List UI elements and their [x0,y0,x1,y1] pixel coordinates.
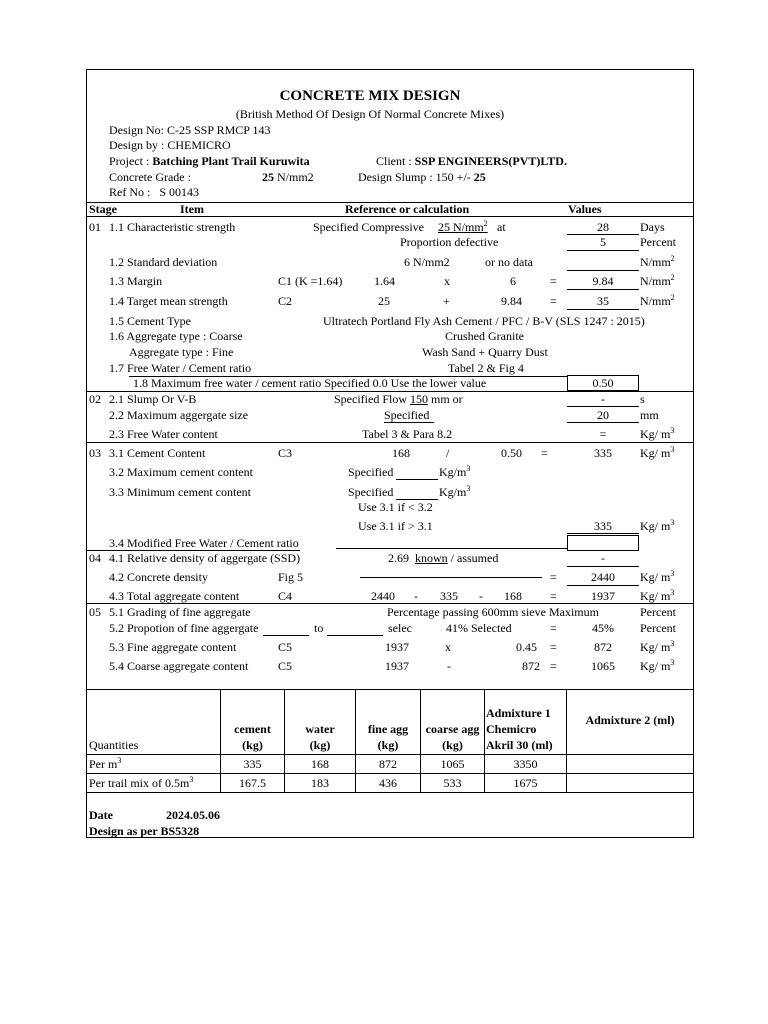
value-agg-size: 20 [597,408,609,422]
item-4-1: 4.1 Relative density of aggergate (SSD) [109,551,301,565]
underline [567,270,639,271]
ref-text: Specified Compressive [313,220,424,234]
ref-text: 872 [522,659,540,673]
header-cement: cement [234,722,271,736]
ref-text: 0.45 [516,640,537,654]
col-reference: Reference or calculation [345,202,470,216]
unit: Kg/ $m^3$ [640,445,675,460]
cell-adm1-m3: 3350 [513,757,538,771]
header-admixture-1: Admixture 1 [486,706,551,720]
unit: $N/mm^2$ [640,293,675,308]
underline [567,289,639,290]
underline [360,577,542,578]
item-5-4: 5.4 Coarse aggregate content [109,659,249,673]
grid-line [566,689,567,792]
ref-text: 6 N/mm2 [404,255,450,269]
ref-text: Use 3.1 if > 3.1 [358,519,433,533]
fine-aggregate: Wash Sand + Quarry Dust [422,345,548,359]
ref-text: 25 [378,294,390,308]
stage-02: 02 [89,392,101,406]
unit: s [640,392,645,406]
underline [567,533,639,534]
item-4-3: 4.3 Total aggregate content [109,589,240,603]
value-days: 28 [597,220,609,234]
ref-text: or no data [485,255,533,269]
underline [263,635,309,636]
value-margin: 9.84 [592,274,614,288]
unit: Kg/ $m^3$ [640,426,675,441]
concrete-grade: 25 N/mm2 [262,170,314,184]
ref-text: = [550,274,557,288]
row-per-m3-label: Per $m^3$ [89,756,122,771]
cell-fine-m3: 872 [379,757,397,771]
stage-03: 03 [89,446,101,460]
item-1-7: 1.7 Free Water / Cement ratio [109,361,252,375]
divider [87,754,693,755]
divider [87,689,693,690]
header-admixture-1-brand: Chemicro [486,722,537,736]
ref-text: 335 [440,589,458,603]
unit: Kg/ $m^3$ [640,569,675,584]
ref-text: = [550,659,557,673]
row-trial-label: Per trail mix of $0.5m^3$ [89,775,194,790]
value-cement: 335 [594,446,612,460]
item-1-5: 1.5 Cement Type [109,314,191,328]
underline [567,309,639,310]
item-1-3: 1.3 Margin [109,274,163,288]
value-percent: 5 [600,235,606,249]
value-density: - [601,551,605,565]
header-admixture-1-product: Akril 30 (ml) [486,738,553,752]
item-3-3: 3.3 Minimum cement content [109,485,251,499]
cell-fine-trial: 436 [379,776,397,790]
unit: $N/mm^2$ [640,273,675,288]
ref-text: to [314,621,324,635]
unit: Days [640,220,665,234]
divider [87,216,693,217]
ref-text: - [479,589,483,603]
value-fine-proportion: 45% [592,621,614,635]
item-1-6: 1.6 Aggregate type : Coarse [109,329,243,343]
value-target-mean: 35 [597,294,609,308]
unit: mm [640,408,659,422]
project: Project : Batching Plant Trail Kuruwita [109,154,310,168]
ref-text: 1.64 [374,274,395,288]
cell-cement-trial: 167.5 [239,776,266,790]
ref-text: Tabel 2 & Fig 4 [448,361,524,375]
divider [87,773,693,774]
page-subtitle: (British Method Of Design Of Normal Concrete Mixes) [235,107,505,121]
ref-text: selec [388,621,412,635]
unit: Kg/ $m^3$ [640,518,675,533]
ref-text: 168 [504,589,522,603]
value-box [567,535,639,551]
ref-text: 2440 [371,589,395,603]
divider [87,603,693,604]
ref-text: 1937 [385,640,409,654]
ref-text: C1 (K =1.64) [278,274,343,288]
unit: Kg/ $m^3$ [640,658,675,673]
item-5-3: 5.3 Fine aggregate content [109,640,237,654]
header-fine-agg: fine agg [367,722,409,736]
col-values: Values [568,202,602,216]
header-cement-unit: (kg) [242,738,263,752]
item-1-1: 1.1 Characteristic strength [109,220,236,234]
col-item: Item [180,202,204,216]
page-title: CONCRETE MIX DESIGN [279,88,461,104]
density-ref: 2.69 known / assumed [388,551,499,565]
ref-text: = [550,294,557,308]
ref-text: 9.84 [501,294,522,308]
ref-text: C5 [278,640,293,654]
cell-water-m3: 168 [311,757,329,771]
underline [567,406,639,407]
date-label: Date [89,808,113,822]
mix-design-sheet [86,69,694,838]
item-3-4: 3.4 Modified Free Water / Cement ratio [109,536,299,550]
ref-text: x [444,274,450,288]
item-3-1: 3.1 Cement Content [109,446,206,460]
ref-text: + [443,294,450,308]
header-water-unit: (kg) [309,738,331,752]
divider [87,792,693,793]
underline [336,548,567,549]
date-value: 2024.05.06 [166,808,220,822]
ref-text: 6 [510,274,516,288]
value-slump: - [601,392,605,406]
ref-text: - [447,659,451,673]
header-water: water [305,722,335,736]
stage-05: 05 [89,605,101,619]
underline [396,479,438,480]
ref-text: C3 [278,446,293,460]
value-cement-final: 335 [594,519,612,533]
value-concrete-density: 2440 [591,570,615,584]
ref-text: = [599,427,607,441]
underline [384,422,434,423]
item-1-4: 1.4 Target mean strength [109,294,228,308]
cell-coarse-m3: 1065 [440,757,465,771]
item-2-2: 2.2 Maximum aggergate size [109,408,249,422]
design-by: Design by : CHEMICRO [109,138,231,152]
ref-text: 41% Selected [446,621,512,635]
ref-text: Specified [348,465,394,479]
stage-04: 04 [89,551,101,565]
cement-type: Ultratech Portland Fly Ash Cement / PFC / B-V (SLS 1247 : 2015) [323,314,645,328]
coarse-aggregate: Crushed Granite [445,329,524,343]
underline [567,566,639,567]
flow-spec: Specified Flow 150 mm or [334,392,463,406]
ref-text: 1937 [385,659,409,673]
ref-text: Specified [348,485,394,499]
value-total-agg: 1937 [591,589,615,603]
ref-text: / [446,446,450,460]
cell-adm1-trial: 1675 [513,776,538,790]
unit: $Kg/m^3$ [439,464,471,479]
design-no: Design No: C-25 SSP RMCP 143 [109,123,271,137]
design-slump: Design Slump : 150 +/- 25 [358,170,486,184]
value-coarse-agg: 1065 [591,659,615,673]
ref-text: Fig 5 [278,570,304,584]
ref-text: = [550,589,557,603]
header-coarse-agg: coarse agg [425,722,480,736]
divider [87,442,693,443]
item-5-1: 5.1 Grading of fine aggregate [109,605,251,619]
ref-text: at [497,220,506,234]
underline [327,635,383,636]
stage-01: 01 [89,220,101,234]
unit: $N/mm^2$ [640,254,675,269]
item-2-3: 2.3 Free Water content [109,427,218,441]
underline [567,585,639,586]
ref-text: Proportion defective [400,235,499,249]
value-max-wc: 0.50 [592,376,614,390]
unit: Percent [640,235,676,249]
cell-coarse-trial: 533 [443,776,462,790]
ref-text: C4 [278,589,293,603]
unit: Percent [640,605,676,619]
client: Client : SSP ENGINEERS(PVT)LTD. [376,154,567,168]
design-standard: Design as per BS5328 [89,824,200,838]
header-fine-agg-unit: (kg) [377,738,399,752]
item-1-6-fine: Aggregate type : Fine [129,345,234,359]
ref-text: 0.50 [501,446,522,460]
ref-text: = [550,640,557,654]
quantities-label: Quantities [89,738,139,752]
item-1-2: 1.2 Standard deviation [109,255,218,269]
ref-text: Use 3.1 if < 3.2 [358,500,433,514]
item-2-1: 2.1 Slump Or V-B [109,392,197,406]
concrete-grade-label: Concrete Grade : [109,170,191,184]
unit: Kg/ $m^3$ [640,639,675,654]
strength-spec: 25 $N/mm^2$ [438,219,488,234]
unit: Percent [640,621,676,635]
item-3-2: 3.2 Maximum cement content [109,465,253,479]
unit: $Kg/m^3$ [439,484,471,499]
ref-text: - [414,589,418,603]
unit: Kg/ $m^3$ [640,588,675,603]
underline [567,250,639,251]
ref-text: = [541,446,548,460]
cell-cement-m3: 335 [243,757,262,771]
ref-text: C5 [278,659,293,673]
ref-text: = [550,621,557,635]
value-fine-agg: 872 [594,640,612,654]
header-coarse-agg-unit: (kg) [442,738,463,752]
ref-text: Specified [384,408,430,422]
ref-text: Percentage passing 600mm sieve Maximum [387,605,599,619]
ref-no: Ref No : S 00143 [109,185,200,199]
ref-text: Tabel 3 & Para 8.2 [362,427,453,441]
col-stage: Stage [89,202,117,216]
ref-text: = [550,570,557,584]
header-admixture-2: Admixture 2 (ml) [585,713,675,727]
ref-text: C2 [278,294,293,308]
underline [567,422,639,423]
cell-water-trial: 183 [311,776,329,790]
ref-text: x [445,640,451,654]
ref-text: 168 [392,446,410,460]
item-5-2: 5.2 Propotion of fine aggergate [109,621,259,635]
item-1-8: 1.8 Maximum free water / cement ratio Specified 0.0 Use the lower value [133,376,487,390]
item-4-2: 4.2 Concrete density [109,570,208,584]
